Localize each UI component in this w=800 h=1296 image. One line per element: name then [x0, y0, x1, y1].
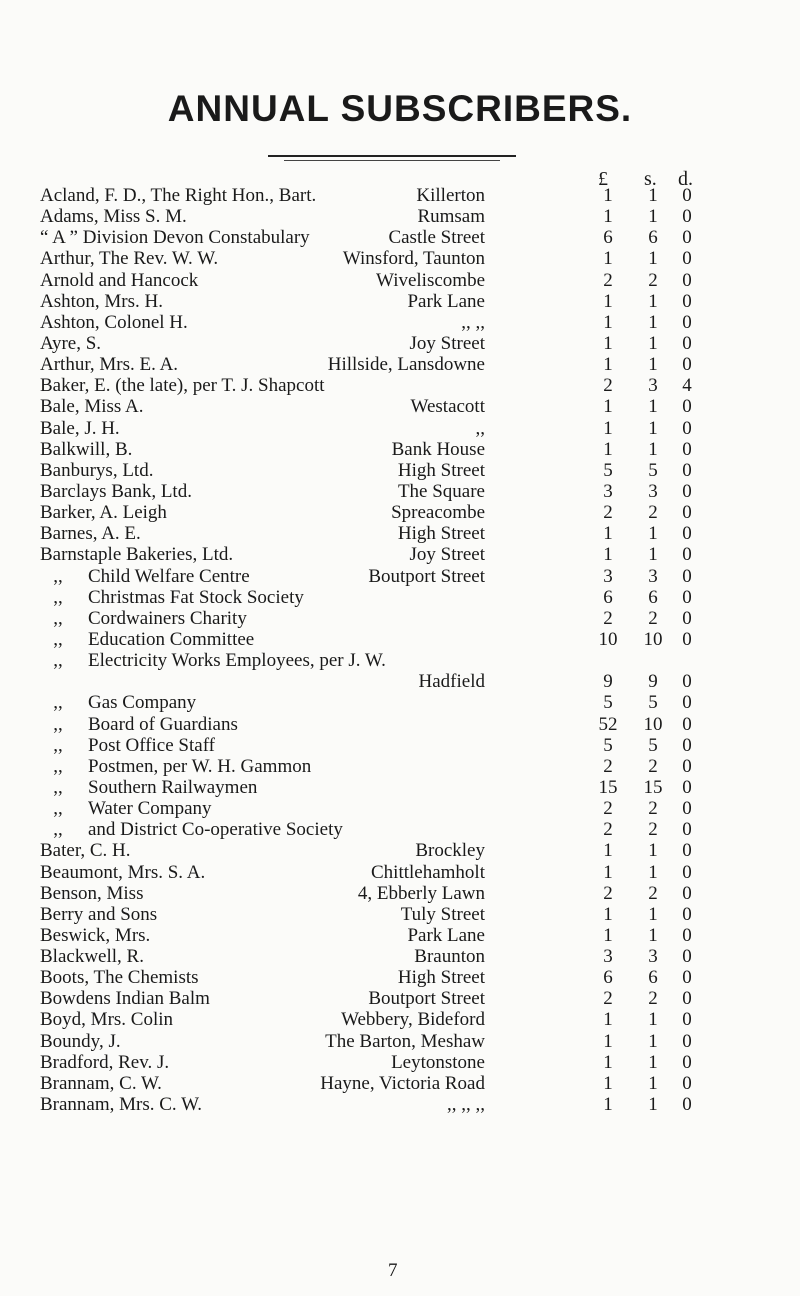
amount-shillings: 3 [648, 565, 658, 587]
amount-shillings: 3 [648, 480, 658, 502]
subscriber-address: Westacott [410, 396, 485, 418]
subscriber-address: Boutport Street [368, 988, 485, 1010]
amount-pounds: 1 [603, 206, 613, 228]
amount-pence: 0 [682, 692, 692, 714]
subscriber-row [0, 692, 800, 713]
amount-pence: 0 [682, 396, 692, 418]
subscriber-name: Arthur, Mrs. E. A. [40, 354, 179, 376]
subscriber-name: Ashton, Colonel H. [40, 311, 188, 333]
amount-pence: 0 [682, 861, 692, 883]
amount-shillings: 5 [648, 692, 658, 714]
amount-pounds: 5 [603, 459, 613, 481]
amount-shillings: 1 [648, 185, 658, 206]
amount-shillings: 1 [648, 1009, 658, 1031]
amount-pounds: 1 [603, 185, 613, 206]
subscriber-name: Boots, The Chemists [40, 967, 199, 989]
amount-pounds: 3 [603, 565, 613, 587]
amount-pence: 0 [682, 607, 692, 629]
ditto-mark: ,, [53, 607, 63, 629]
amount-shillings: 2 [648, 269, 658, 291]
amount-pence: 0 [682, 227, 692, 249]
page-title: ANNUAL SUBSCRIBERS. [167, 88, 633, 129]
subscriber-name: Barnstaple Bakeries, Ltd. [40, 544, 234, 566]
subscriber-row [0, 439, 800, 460]
amount-shillings: 1 [648, 290, 658, 312]
amount-pounds: 1 [603, 903, 613, 925]
amount-pounds: 1 [603, 248, 613, 270]
subscriber-row [0, 671, 800, 692]
subscriber-address: Leytonstone [391, 1051, 485, 1073]
amount-pence: 0 [682, 882, 692, 904]
subscriber-row [0, 587, 800, 608]
amount-pence: 0 [682, 459, 692, 481]
amount-pounds: 2 [603, 798, 613, 820]
amount-pounds: 1 [603, 1009, 613, 1031]
amount-pounds: 1 [603, 290, 613, 312]
subscriber-address: Joy Street [409, 544, 485, 566]
amount-shillings: 2 [648, 607, 658, 629]
subscriber-name: Balkwill, B. [40, 438, 133, 460]
ditto-mark: ,, [53, 776, 63, 798]
subscriber-address: Brockley [415, 840, 485, 862]
amount-pounds: 1 [603, 523, 613, 545]
subscriber-address: ,, ,, [461, 311, 485, 333]
subscriber-row [0, 967, 800, 988]
amount-shillings: 3 [648, 375, 658, 397]
subscriber-name: Berry and Sons [40, 903, 158, 925]
amount-shillings: 6 [648, 586, 658, 608]
subscriber-name: Education Committee [88, 628, 255, 650]
amount-pounds: 52 [598, 713, 618, 735]
subscriber-name: Beaumont, Mrs. S. A. [40, 861, 206, 883]
ditto-mark: ,, [53, 692, 63, 714]
amount-shillings: 9 [648, 671, 658, 693]
amount-pence: 0 [682, 798, 692, 820]
amount-pounds: 6 [603, 586, 613, 608]
subscriber-row [0, 1009, 800, 1030]
subscriber-address: The Square [397, 480, 485, 502]
amount-pence: 0 [682, 544, 692, 566]
amount-shillings: 1 [648, 903, 658, 925]
subscriber-name: Benson, Miss [40, 882, 144, 904]
subscriber-row [0, 819, 800, 840]
subscriber-name: Electricity Works Employees, per J. W. [88, 650, 386, 672]
subscriber-row [0, 840, 800, 861]
subscriber-row [0, 925, 800, 946]
subscriber-name: Ayre, S. [40, 332, 102, 354]
amount-pence: 0 [682, 502, 692, 524]
amount-pounds: 1 [603, 311, 613, 333]
subscriber-address: Hillside, Lansdowne [327, 354, 485, 376]
amount-shillings: 1 [648, 840, 658, 862]
subscriber-row [0, 333, 800, 354]
amount-pence: 0 [682, 776, 692, 798]
amount-shillings: 1 [648, 861, 658, 883]
amount-pounds: 1 [603, 840, 613, 862]
subscriber-name: Post Office Staff [88, 734, 216, 756]
subscriber-row [0, 375, 800, 396]
amount-pounds: 2 [603, 988, 613, 1010]
subscriber-row [0, 1073, 800, 1094]
subscriber-name: Bale, Miss A. [40, 396, 144, 418]
ditto-mark: ,, [53, 650, 63, 672]
subscriber-name: Cordwainers Charity [88, 607, 247, 629]
amount-pounds: 2 [603, 755, 613, 777]
amount-shillings: 1 [648, 1072, 658, 1094]
amount-shillings: 1 [648, 354, 658, 376]
amount-pence: 0 [682, 290, 692, 312]
subscriber-row [0, 862, 800, 883]
title-rule-lower [284, 160, 500, 161]
subscriber-name: Bradford, Rev. J. [40, 1051, 170, 1073]
amount-pounds: 9 [603, 671, 613, 693]
amount-pounds: 5 [603, 734, 613, 756]
subscriber-row [0, 460, 800, 481]
subscriber-address: High Street [397, 967, 485, 989]
ditto-mark: ,, [53, 755, 63, 777]
shillings-column-header: s. [644, 168, 657, 190]
subscriber-name: Boyd, Mrs. Colin [40, 1009, 174, 1031]
amount-shillings: 1 [648, 924, 658, 946]
amount-shillings: 1 [648, 1094, 658, 1116]
subscriber-row [0, 566, 800, 587]
subscriber-address: High Street [397, 523, 485, 545]
subscriber-name: Bale, J. H. [40, 417, 120, 439]
subscriber-address: Park Lane [407, 924, 485, 946]
subscriber-name: Brannam, C. W. [40, 1072, 162, 1094]
subscriber-name: Water Company [88, 798, 212, 820]
amount-shillings: 2 [648, 819, 658, 841]
subscriber-row [0, 777, 800, 798]
amount-pence: 0 [682, 185, 692, 206]
amount-pounds: 1 [603, 1072, 613, 1094]
amount-pence: 0 [682, 988, 692, 1010]
amount-pence: 0 [682, 206, 692, 228]
amount-pounds: 10 [598, 628, 618, 650]
amount-shillings: 15 [643, 776, 663, 798]
amount-pence: 0 [682, 1051, 692, 1073]
subscriber-row [0, 291, 800, 312]
amount-pence: 0 [682, 1072, 692, 1094]
amount-pounds: 5 [603, 692, 613, 714]
amount-shillings: 2 [648, 988, 658, 1010]
subscriber-name: Barclays Bank, Ltd. [40, 480, 192, 502]
subscriber-row [0, 1094, 800, 1115]
subscriber-address: Spreacombe [391, 502, 485, 524]
subscriber-address: The Barton, Meshaw [325, 1030, 485, 1052]
subscriber-name: Acland, F. D., The Right Hon., Bart. [40, 185, 317, 206]
subscriber-address: ,, ,, ,, [447, 1094, 485, 1116]
amount-pence: 0 [682, 565, 692, 587]
amount-pence: 0 [682, 523, 692, 545]
amount-pounds: 3 [603, 946, 613, 968]
ditto-mark: ,, [53, 819, 63, 841]
subscriber-name: Baker, E. (the late), per T. J. Shapcott [40, 375, 325, 397]
subscriber-row [0, 1052, 800, 1073]
subscriber-address: Winsford, Taunton [342, 248, 485, 270]
amount-pounds: 1 [603, 1094, 613, 1116]
amount-shillings: 6 [648, 967, 658, 989]
amount-shillings: 1 [648, 311, 658, 333]
subscriber-row [0, 396, 800, 417]
subscriber-name: “ A ” Division Devon Constabulary [40, 227, 310, 249]
ditto-mark: ,, [53, 734, 63, 756]
subscriber-address: Bank House [391, 438, 485, 460]
amount-pence: 0 [682, 248, 692, 270]
subscriber-row [0, 1031, 800, 1052]
subscriber-row [0, 206, 800, 227]
subscriber-address: Webbery, Bideford [341, 1009, 485, 1031]
amount-pounds: 6 [603, 227, 613, 249]
subscriber-name: Gas Company [88, 692, 197, 714]
subscriber-row [0, 418, 800, 439]
pounds-column-header: £ [598, 168, 608, 190]
amount-pounds: 1 [603, 1051, 613, 1073]
amount-pounds: 3 [603, 480, 613, 502]
amount-pence: 0 [682, 1094, 692, 1116]
amount-shillings: 1 [648, 396, 658, 418]
subscriber-name: Brannam, Mrs. C. W. [40, 1094, 203, 1116]
amount-pounds: 1 [603, 354, 613, 376]
amount-shillings: 2 [648, 882, 658, 904]
subscriber-address: Hadfield [418, 671, 485, 693]
amount-shillings: 1 [648, 544, 658, 566]
subscriber-name: Christmas Fat Stock Society [88, 586, 304, 608]
amount-shillings: 2 [648, 755, 658, 777]
amount-pounds: 1 [603, 924, 613, 946]
subscriber-row [0, 270, 800, 291]
amount-shillings: 1 [648, 1030, 658, 1052]
subscriber-address: Hayne, Victoria Road [320, 1072, 485, 1094]
subscriber-address: Boutport Street [368, 565, 485, 587]
subscriber-address: Rumsam [417, 206, 485, 228]
subscriber-row [0, 798, 800, 819]
subscriber-row [0, 248, 800, 269]
page-number: 7 [388, 1260, 398, 1281]
amount-shillings: 1 [648, 248, 658, 270]
amount-pounds: 1 [603, 396, 613, 418]
subscriber-row [0, 988, 800, 1009]
amount-shillings: 1 [648, 417, 658, 439]
subscriber-row [0, 756, 800, 777]
subscriber-name: Barker, A. Leigh [40, 502, 167, 524]
subscriber-name: Arnold and Hancock [40, 269, 199, 291]
amount-pounds: 2 [603, 375, 613, 397]
subscriber-name: Blackwell, R. [40, 946, 144, 968]
subscriber-name: Arthur, The Rev. W. W. [40, 248, 219, 270]
amount-shillings: 10 [643, 628, 663, 650]
amount-pence: 0 [682, 354, 692, 376]
ditto-mark: ,, [53, 565, 63, 587]
amount-pounds: 1 [603, 544, 613, 566]
amount-pounds: 2 [603, 819, 613, 841]
subscriber-address: Castle Street [388, 227, 485, 249]
amount-pence: 0 [682, 586, 692, 608]
amount-shillings: 5 [648, 459, 658, 481]
subscriber-name: Adams, Miss S. M. [40, 206, 187, 228]
amount-pence: 0 [682, 819, 692, 841]
amount-pence: 0 [682, 840, 692, 862]
subscriber-row [0, 650, 800, 671]
subscriber-name: Beswick, Mrs. [40, 924, 151, 946]
subscriber-row [0, 502, 800, 523]
subscriber-row [0, 946, 800, 967]
subscriber-row [0, 185, 800, 206]
ditto-mark: ,, [53, 628, 63, 650]
amount-shillings: 2 [648, 502, 658, 524]
amount-shillings: 2 [648, 798, 658, 820]
subscriber-address: Park Lane [407, 290, 485, 312]
amount-pence: 0 [682, 967, 692, 989]
subscriber-address: Chittlehamholt [371, 861, 485, 883]
subscriber-address: Braunton [414, 946, 485, 968]
subscriber-name: and District Co-operative Society [88, 819, 343, 841]
amount-pence: 0 [682, 438, 692, 460]
subscriber-address: High Street [397, 459, 485, 481]
amount-pounds: 1 [603, 1030, 613, 1052]
amount-pounds: 1 [603, 861, 613, 883]
subscriber-name: Postmen, per W. H. Gammon [88, 755, 312, 777]
amount-pence: 0 [682, 628, 692, 650]
subscriber-address: Wiveliscombe [376, 269, 485, 291]
amount-shillings: 1 [648, 332, 658, 354]
amount-pence: 0 [682, 480, 692, 502]
amount-shillings: 6 [648, 227, 658, 249]
amount-pence: 0 [682, 332, 692, 354]
subscriber-name: Child Welfare Centre [88, 565, 250, 587]
amount-pounds: 2 [603, 607, 613, 629]
subscriber-name: Ashton, Mrs. H. [40, 290, 163, 312]
pence-column-header: d. [678, 168, 693, 190]
amount-pounds: 2 [603, 882, 613, 904]
amount-pence: 0 [682, 903, 692, 925]
subscriber-address: 4, Ebberly Lawn [357, 882, 485, 904]
subscriber-row [0, 312, 800, 333]
subscriber-row [0, 883, 800, 904]
amount-pounds: 15 [598, 776, 618, 798]
ditto-mark: ,, [53, 798, 63, 820]
amount-shillings: 1 [648, 1051, 658, 1073]
amount-pounds: 1 [603, 417, 613, 439]
subscriber-address: Tuly Street [400, 903, 485, 925]
subscriber-row [0, 227, 800, 248]
subscriber-address: ,, [475, 417, 485, 439]
subscriber-name: Banburys, Ltd. [40, 459, 154, 481]
amount-pounds: 1 [603, 332, 613, 354]
amount-shillings: 1 [648, 438, 658, 460]
amount-shillings: 5 [648, 734, 658, 756]
subscriber-name: Barnes, A. E. [40, 523, 141, 545]
amount-pence: 4 [682, 375, 692, 397]
subscriber-name: Board of Guardians [88, 713, 238, 735]
ditto-mark: ,, [53, 713, 63, 735]
amount-pence: 0 [682, 734, 692, 756]
subscriber-row [0, 481, 800, 502]
amount-pounds: 2 [603, 502, 613, 524]
subscriber-row [0, 904, 800, 925]
amount-pence: 0 [682, 946, 692, 968]
amount-pence: 0 [682, 924, 692, 946]
subscriber-name: Boundy, J. [40, 1030, 121, 1052]
amount-pence: 0 [682, 269, 692, 291]
amount-pence: 0 [682, 1030, 692, 1052]
amount-shillings: 10 [643, 713, 663, 735]
amount-pounds: 2 [603, 269, 613, 291]
amount-shillings: 1 [648, 206, 658, 228]
amount-pounds: 6 [603, 967, 613, 989]
subscriber-name: Bowdens Indian Balm [40, 988, 210, 1010]
amount-pence: 0 [682, 671, 692, 693]
subscriber-name: Bater, C. H. [40, 840, 131, 862]
subscriber-list [0, 185, 800, 1115]
subscriber-row [0, 608, 800, 629]
subscriber-row [0, 714, 800, 735]
amount-pence: 0 [682, 755, 692, 777]
title-rule-upper [268, 155, 516, 157]
subscriber-address: Joy Street [409, 332, 485, 354]
ditto-mark: ,, [53, 586, 63, 608]
amount-shillings: 1 [648, 523, 658, 545]
subscriber-name: Southern Railwaymen [88, 776, 258, 798]
subscriber-row [0, 629, 800, 650]
subscriber-row [0, 544, 800, 565]
subscriber-row [0, 523, 800, 544]
amount-shillings: 3 [648, 946, 658, 968]
amount-pounds: 1 [603, 438, 613, 460]
amount-pence: 0 [682, 311, 692, 333]
amount-pence: 0 [682, 1009, 692, 1031]
amount-pence: 0 [682, 417, 692, 439]
subscriber-address: Killerton [416, 185, 485, 206]
subscriber-row [0, 735, 800, 756]
amount-pence: 0 [682, 713, 692, 735]
subscriber-row [0, 354, 800, 375]
